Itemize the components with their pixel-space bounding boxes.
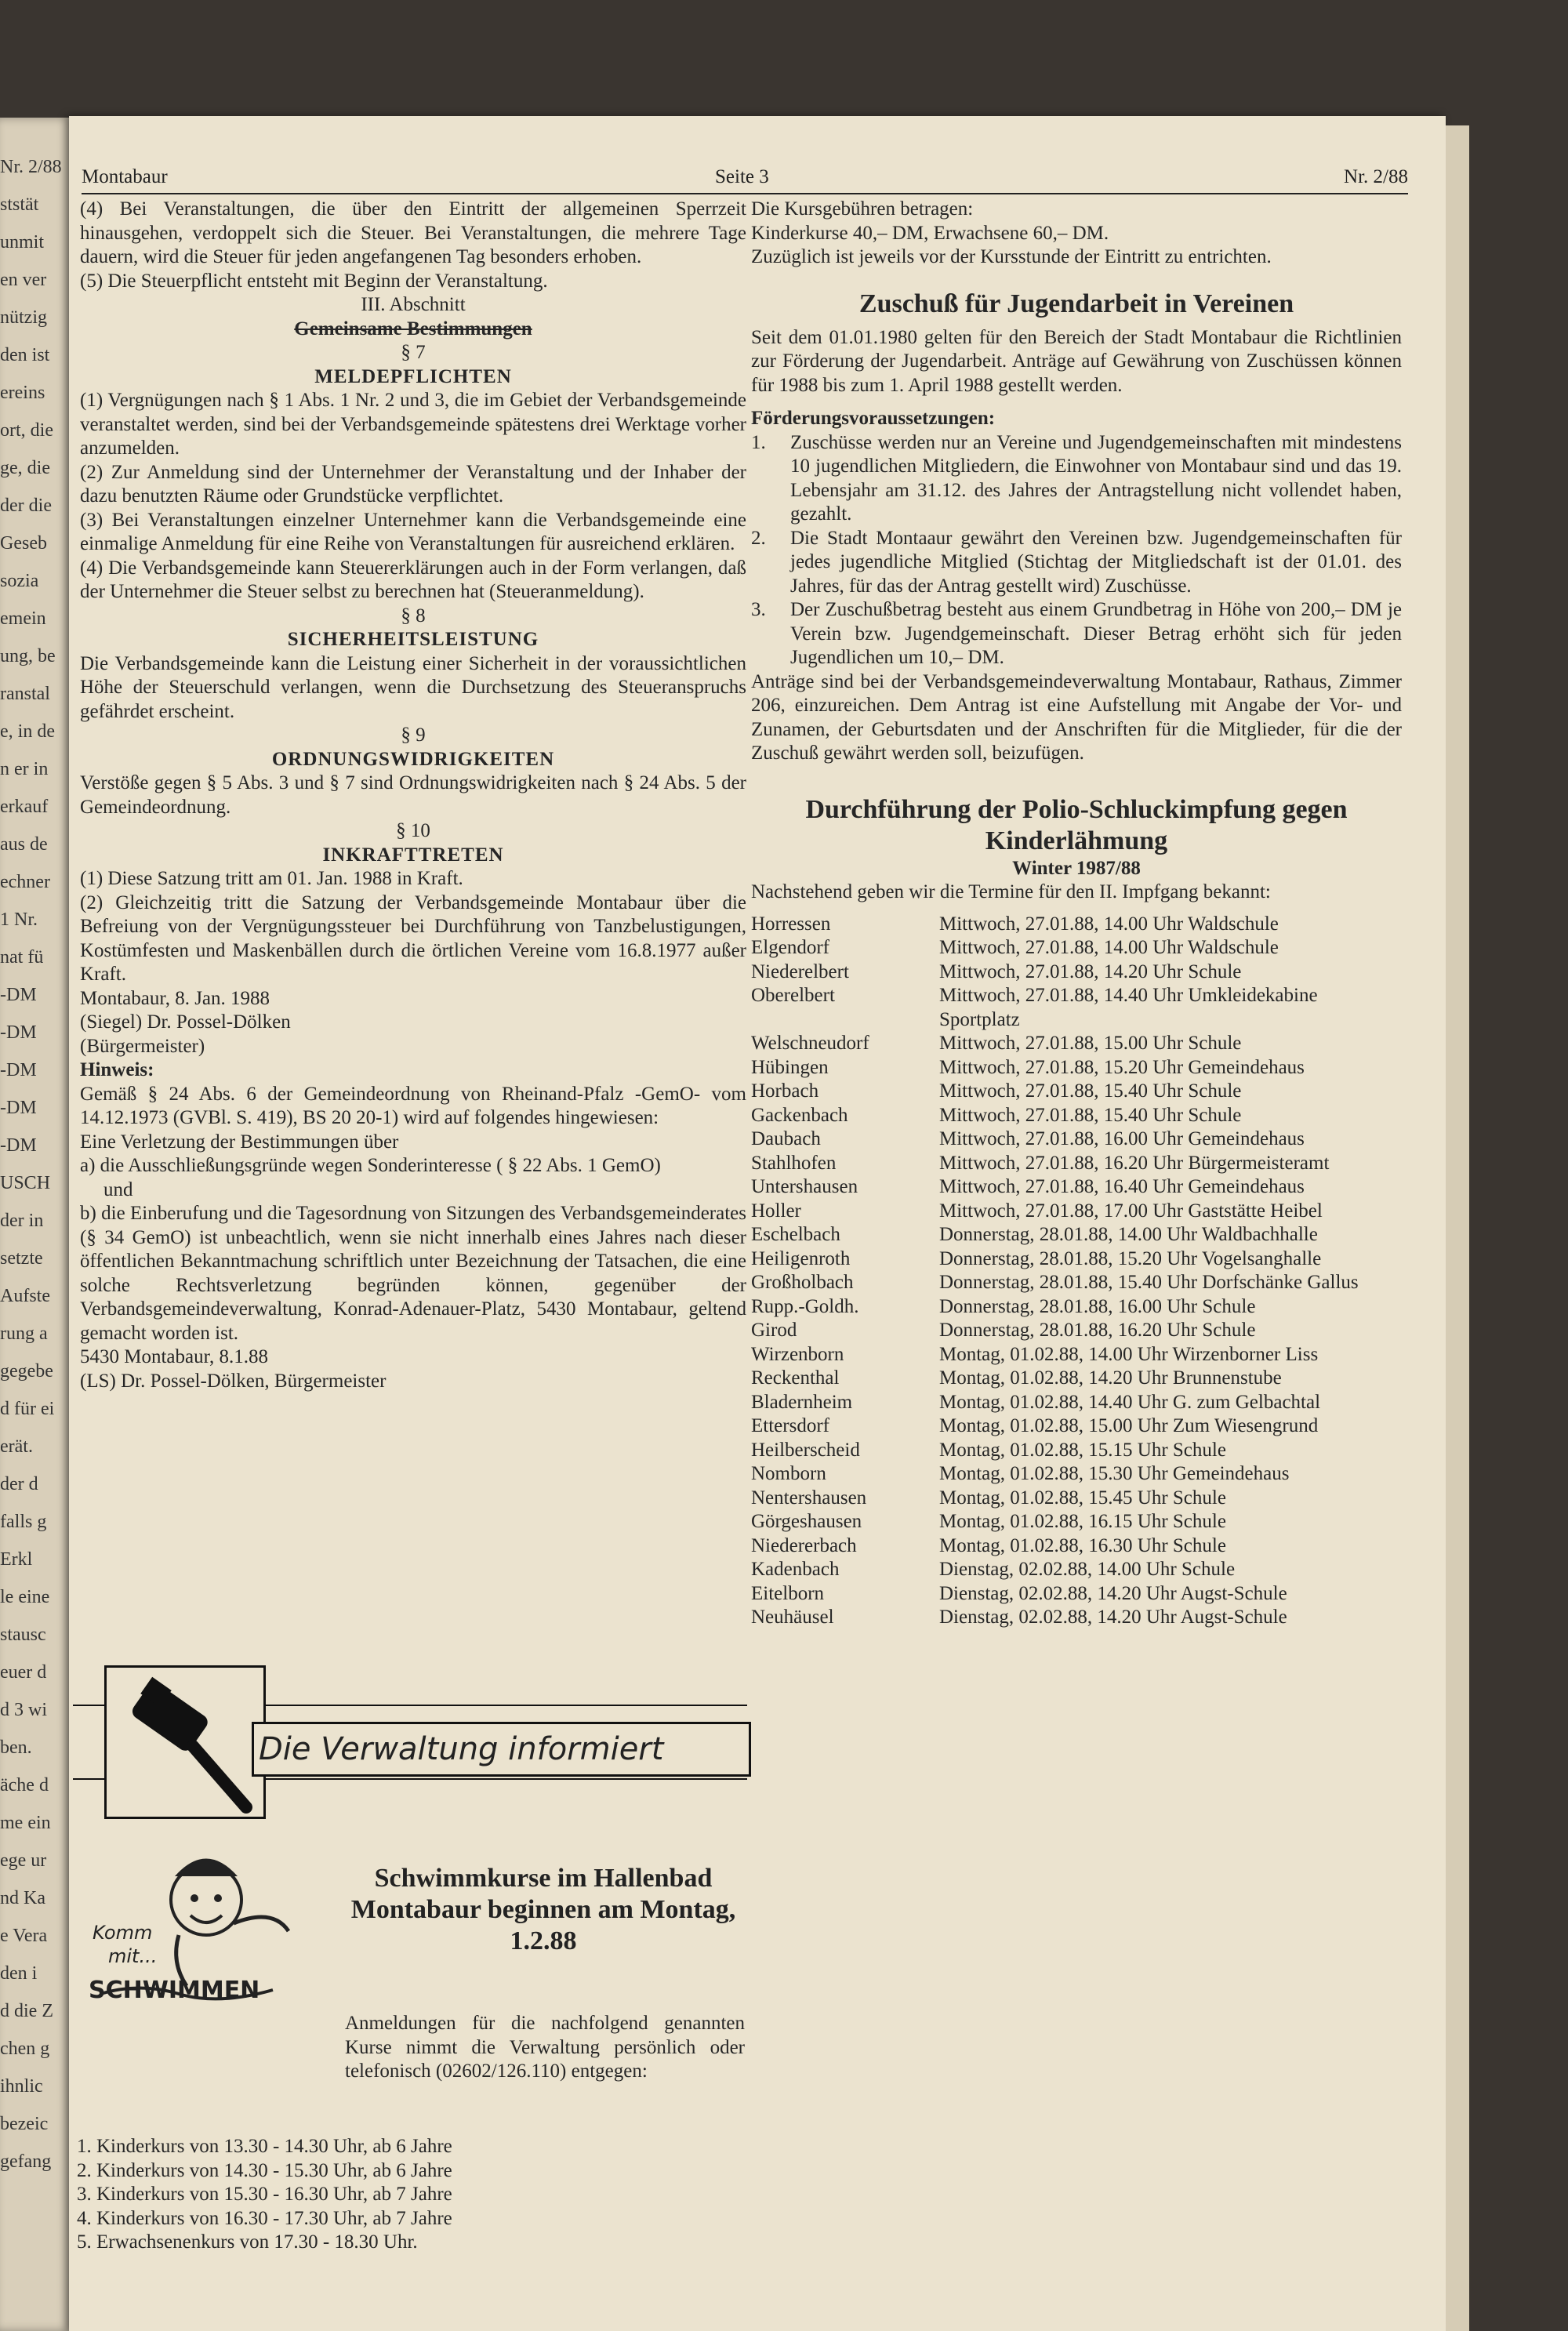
article-subtitle: Winter 1987/88 <box>1012 857 1141 879</box>
schedule-place: Eitelborn <box>751 1582 825 1604</box>
schedule-info: Mittwoch, 27.01.88, 14.00 Uhr Waldschule <box>939 913 1279 935</box>
previous-page-fragment: ihnlic <box>0 2076 43 2097</box>
paragraph: (4) Die Verbandsgemeinde kann Steuererklärungen auch in der Form verlangen, daß der Unternehmer die Steuer selbst zu berechnen hat (Steueranmeldung). <box>80 557 746 602</box>
paragraph-title: MELDEPFLICHTEN <box>314 365 512 387</box>
schedule-place: Wirzenborn <box>751 1343 844 1365</box>
previous-page-fragment: emein <box>0 608 46 629</box>
previous-page-fragment: le eine <box>0 1587 50 1607</box>
section-subheading: Gemeinsame Bestimmungen <box>294 318 532 339</box>
previous-page-fragment: nützig <box>0 307 47 328</box>
schedule-info: Mittwoch, 27.01.88, 16.20 Uhr Bürgermeisteramt <box>939 1152 1330 1174</box>
schedule-place: Bladernheim <box>751 1391 853 1413</box>
mascot-text: SCHWIMMEN <box>89 1977 260 2004</box>
previous-page-fragment: der in <box>0 1211 44 1231</box>
signature-line: (Siegel) Dr. Possel-Dölken <box>80 1011 291 1033</box>
list-item: 4. Kinderkurs von 16.30 - 17.30 Uhr, ab 7 Jahre <box>77 2207 452 2229</box>
previous-page-fragment: n er in <box>0 759 49 779</box>
previous-page-fragment: der die <box>0 496 52 516</box>
schedule-place: Heilberscheid <box>751 1439 860 1461</box>
schedule-info: Mittwoch, 27.01.88, 15.40 Uhr Schule <box>939 1080 1242 1102</box>
previous-page-fragment: ben. <box>0 1737 32 1758</box>
previous-page-fragment: en ver <box>0 270 47 290</box>
schedule-place: Welschneudorf <box>751 1033 869 1054</box>
schedule-place: Stahlhofen <box>751 1152 837 1174</box>
schedule-info: Donnerstag, 28.01.88, 16.20 Uhr Schule <box>939 1320 1256 1341</box>
schedule-info: Montag, 01.02.88, 15.45 Uhr Schule <box>939 1487 1226 1509</box>
list-item-number: 3. <box>751 599 766 620</box>
paragraph: Eine Verletzung der Bestimmungen über <box>80 1131 399 1153</box>
paragraph-number: § 8 <box>401 605 426 626</box>
signature-line: (Bürgermeister) <box>80 1035 205 1057</box>
schedule-place: Reckenthal <box>751 1367 840 1389</box>
table-row <box>751 1319 1402 1343</box>
list-item-text: Der Zuschußbetrag besteht aus einem Grundbetrag in Höhe von 200,– DM je Verein bzw. Jugendgemeinschaft. Dieser Betrag erhöht sich für jeden Jugendlichen um 10,– DM. <box>790 599 1402 668</box>
paragraph-title: SICHERHEITSLEISTUNG <box>287 629 539 650</box>
schedule-info: Mittwoch, 27.01.88, 16.00 Uhr Gemeindehaus <box>939 1128 1305 1149</box>
swim-course-text: Anmeldungen für die nachfolgend genannten Kurse nimmt die Verwaltung persönlich oder telefonisch (02602/126.110) entgegen: <box>345 2013 745 2082</box>
swim-course-list <box>77 2135 759 2255</box>
paragraph: b) die Einberufung und die Tagesordnung von Sitzungen des Verbandsgemeinderates (§ 34 GemO) ist unbeachtlich, wenn sie nicht innerhalb eines Jahres nach dieser öffentlichen Bekanntmachung schriftlich unter Bezeichnung der Tatsachen, die eine solche Rechtsverletzung begründen können, gegenüber der Verbandsgemeindeverwaltung, Konrad-Adenauer-Platz, 5430 Montabaur, geltend gemacht worden ist. <box>80 1203 746 1344</box>
banner-label: Die Verwaltung informiert <box>252 1722 751 1777</box>
swim-mascot-illustration <box>77 1837 304 2025</box>
table-row <box>751 1056 1402 1080</box>
previous-page-fragment: ort, die <box>0 420 53 441</box>
previous-page-fragment: me ein <box>0 1813 51 1833</box>
table-row <box>751 1247 1402 1272</box>
previous-page-fragment: d 3 wi <box>0 1700 47 1720</box>
paragraph: (5) Die Steuerpflicht entsteht mit Beginn der Veranstaltung. <box>80 270 548 292</box>
previous-page-fragment: ereins <box>0 383 45 403</box>
list-item <box>751 598 1402 670</box>
schedule-info: Mittwoch, 27.01.88, 15.20 Uhr Gemeindehaus <box>939 1056 1305 1078</box>
schedule-place: Niedererbach <box>751 1534 857 1556</box>
schedule-info: Mittwoch, 27.01.88, 16.40 Uhr Gemeindehaus <box>939 1176 1305 1197</box>
table-row <box>751 1271 1402 1295</box>
schedule-place: Gackenbach <box>751 1104 848 1126</box>
list-item-text: Die Stadt Montaaur gewährt den Vereinen bzw. Jugendgemeinschaften für jedes jugendliche Mitglied (Stichtag der Mitgliedschaft ist der 01.01. des Jahres, für das der Antrag gestellt wird) Zuschüsse. <box>790 527 1402 597</box>
table-row <box>751 1582 1402 1607</box>
previous-page-fragment: euer d <box>0 1662 47 1683</box>
previous-page-fragment: ge, die <box>0 458 50 478</box>
table-row <box>751 1391 1402 1415</box>
schedule-info: Donnerstag, 28.01.88, 16.00 Uhr Schule <box>939 1295 1256 1317</box>
schedule-place: Rupp.-Goldh. <box>751 1295 859 1317</box>
table-row <box>751 1152 1402 1176</box>
table-row <box>751 1534 1402 1559</box>
schedule-info: Mittwoch, 27.01.88, 14.40 Uhr Umkleidekabine Sportplatz <box>939 985 1318 1030</box>
schedule-info: Montag, 01.02.88, 14.20 Uhr Brunnenstube <box>939 1367 1282 1389</box>
previous-page-fragment: e, in de <box>0 721 55 742</box>
schedule-info: Montag, 01.02.88, 14.00 Uhr Wirzenborner Liss <box>939 1343 1319 1365</box>
paragraph-number: § 7 <box>401 342 426 363</box>
page-stack-edge <box>1446 125 1469 2331</box>
paragraph: und <box>103 1178 133 1200</box>
previous-page-fragment: nd Ka <box>0 1888 45 1908</box>
schedule-info: Donnerstag, 28.01.88, 14.00 Uhr Waldbachhalle <box>939 1224 1318 1245</box>
vaccination-schedule-table <box>751 913 1402 1630</box>
schedule-place: Nentershausen <box>751 1487 867 1509</box>
schedule-place: Girod <box>751 1320 797 1341</box>
swim-course-title: Schwimmkurse im Hallenbad Montabaur beginnen am Montag, 1.2.88 <box>350 1864 736 1955</box>
table-row <box>751 1510 1402 1534</box>
paragraph: a) die Ausschließungsgründe wegen Sonderinteresse ( § 22 Abs. 1 GemO) <box>80 1155 661 1176</box>
newspaper-page <box>69 116 1446 2331</box>
paragraph-title: ORDNUNGSWIDRIGKEITEN <box>271 748 555 770</box>
paragraph: Zuzüglich ist jeweils vor der Kursstunde der Eintritt zu entrichten. <box>751 246 1272 267</box>
header-page-number: Seite 3 <box>715 166 769 187</box>
schedule-info: Dienstag, 02.02.88, 14.20 Uhr Augst-Schule <box>939 1607 1287 1628</box>
table-row <box>751 1080 1402 1104</box>
schedule-info: Dienstag, 02.02.88, 14.20 Uhr Augst-Schule <box>939 1582 1287 1604</box>
schedule-place: Horressen <box>751 913 831 935</box>
schedule-place: Untershausen <box>751 1176 858 1197</box>
table-row <box>751 984 1402 1032</box>
table-row <box>751 1200 1402 1224</box>
mascot-text: mit... <box>108 1945 158 1967</box>
schedule-info: Montag, 01.02.88, 16.15 Uhr Schule <box>939 1511 1226 1532</box>
schedule-info: Montag, 01.02.88, 15.15 Uhr Schule <box>939 1439 1226 1461</box>
paragraph: (1) Vergnügungen nach § 1 Abs. 1 Nr. 2 und 3, die im Gebiet der Verbandsgemeinde veranstaltet werden, sind bei der Verbandsgemeinde spätestens drei Werktage vorher anzumelden. <box>80 390 746 459</box>
closing-line: 5430 Montabaur, 8.1.88 <box>80 1346 268 1367</box>
right-column <box>751 198 1402 1630</box>
list-item: 5. Erwachsenenkurs von 17.30 - 18.30 Uhr. <box>77 2231 418 2253</box>
schedule-place: Eschelbach <box>751 1224 840 1245</box>
paragraph: Verstöße gegen § 5 Abs. 3 und § 7 sind Ordnungswidrigkeiten nach § 24 Abs. 5 der Gemeindeordnung. <box>80 772 746 818</box>
notice-heading: Hinweis: <box>80 1059 154 1080</box>
section-heading: III. Abschnitt <box>361 294 466 315</box>
previous-page-fragment: -DM <box>0 1060 37 1080</box>
schedule-place: Heiligenroth <box>751 1247 851 1269</box>
schedule-info: Donnerstag, 28.01.88, 15.20 Uhr Vogelsanghalle <box>939 1247 1322 1269</box>
paragraph: (4) Bei Veranstaltungen, die über den Eintritt der allgemeinen Sperrzeit hinausgehen, verdoppelt sich die Steuer. Bei Veranstaltungen, die mehrere Tage dauern, wird die Steuer für jeden angefangenen Tag besonders erhoben. <box>80 198 746 267</box>
previous-page-fragment: -DM <box>0 1135 37 1156</box>
previous-page-fragment: ranstal <box>0 684 50 704</box>
table-row <box>751 1343 1402 1367</box>
schedule-place: Holler <box>751 1200 801 1222</box>
info-banner <box>73 1653 747 1825</box>
previous-page-fragment: den i <box>0 1963 38 1984</box>
table-row <box>751 1558 1402 1582</box>
table-row <box>751 1032 1402 1056</box>
previous-page-fragment: unmit <box>0 232 45 252</box>
paragraph: (1) Diese Satzung tritt am 01. Jan. 1988 in Kraft. <box>80 868 463 889</box>
paragraph: Die Verbandsgemeinde kann die Leistung einer Sicherheit in der voraussichtlichen Höhe der Steuerschuld verlangen, wenn die Durchsetzung des Steueranspruchs gefährdet erscheint. <box>80 652 746 722</box>
table-row <box>751 1487 1402 1511</box>
list-item-number: 1. <box>751 431 766 453</box>
list-item: 2. Kinderkurs von 14.30 - 15.30 Uhr, ab 6 Jahre <box>77 2159 452 2181</box>
previous-page-fragment: chen g <box>0 2039 50 2059</box>
previous-page-fragment: d für ei <box>0 1399 55 1419</box>
schedule-place: Neuhäusel <box>751 1607 834 1628</box>
paragraph: (2) Gleichzeitig tritt die Satzung der Verbandsgemeinde Montabaur über die Befreiung von der Vergnügungssteuer bei Durchführung von Tanzbelustigungen, Kostümfesten und Maskenbällen durch die örtlichen Vereine vom 16.8.1977 außer Kraft. <box>80 891 746 985</box>
requirements-list <box>751 431 1402 670</box>
previous-page-fragment: den ist <box>0 345 50 365</box>
list-item-text: Zuschüsse werden nur an Vereine und Jugendgemeinschaften mit mindestens 10 jugendlichen Mitgliedern, die Einwohner von Montabaur sind und das 19. Lebensjahr am 31.12. des Jahres der Antragstellung nicht vollendet haben, gezahlt. <box>790 431 1402 525</box>
list-item: 1. Kinderkurs von 13.30 - 14.30 Uhr, ab 6 Jahre <box>77 2136 452 2157</box>
previous-page-fragment: falls g <box>0 1512 47 1532</box>
table-row <box>751 1367 1402 1391</box>
paragraph-title: INKRAFTTRETEN <box>322 844 504 866</box>
schedule-info: Mittwoch, 27.01.88, 15.00 Uhr Schule <box>939 1033 1242 1054</box>
paragraph: Die Kursgebühren betragen: <box>751 198 974 220</box>
schedule-info: Montag, 01.02.88, 16.30 Uhr Schule <box>939 1534 1226 1556</box>
schedule-info: Mittwoch, 27.01.88, 14.00 Uhr Waldschule <box>939 937 1279 958</box>
schedule-info: Montag, 01.02.88, 15.00 Uhr Zum Wiesengrund <box>939 1415 1319 1436</box>
schedule-place: Großholbach <box>751 1272 854 1293</box>
schedule-place: Hübingen <box>751 1056 829 1078</box>
mascot-text: Komm <box>93 1922 153 1944</box>
previous-page-fragment: nat fü <box>0 947 44 968</box>
previous-page-fragment: gegebe <box>0 1361 53 1382</box>
previous-page-fragment: -DM <box>0 985 37 1005</box>
schedule-info: Dienstag, 02.02.88, 14.00 Uhr Schule <box>939 1559 1236 1580</box>
previous-page-fragment: erät. <box>0 1436 33 1457</box>
paragraph-number: § 10 <box>396 820 430 841</box>
paragraph: Seit dem 01.01.1980 gelten für den Bereich der Stadt Montabaur die Richtlinien zur Förderung der Jugendarbeit. Anträge auf Gewährung von Zuschüssen können für 1988 bis zum 1. April 1988 gestellt werden. <box>751 326 1402 396</box>
previous-page-fragment: setzte <box>0 1248 43 1269</box>
previous-page-fragment: -DM <box>0 1022 37 1043</box>
previous-page-fragment: gefang <box>0 2151 52 2172</box>
swimmer-mascot-icon <box>77 1837 304 2025</box>
schedule-place: Nomborn <box>751 1463 826 1484</box>
signature-line: Montabaur, 8. Jan. 1988 <box>80 987 270 1009</box>
previous-page-fragment: sozia <box>0 571 39 591</box>
previous-page-fragment: echner <box>0 872 50 892</box>
table-row <box>751 1414 1402 1439</box>
table-row <box>751 1295 1402 1320</box>
previous-page-fragment: rung a <box>0 1323 48 1344</box>
table-row <box>751 1223 1402 1247</box>
previous-page-fragment: erkauf <box>0 797 49 817</box>
previous-page-fragment: stausc <box>0 1625 46 1645</box>
table-row <box>751 1127 1402 1152</box>
previous-page-fragment: der d <box>0 1474 38 1494</box>
list-item: 3. Kinderkurs von 15.30 - 16.30 Uhr, ab 7 Jahre <box>77 2184 452 2205</box>
schedule-info: Montag, 01.02.88, 15.30 Uhr Gemeindehaus <box>939 1463 1290 1484</box>
previous-page-fragment: ststät <box>0 194 39 215</box>
schedule-info: Donnerstag, 28.01.88, 15.40 Uhr Dorfschänke Gallus <box>939 1272 1359 1293</box>
left-column <box>80 198 746 1393</box>
paragraph: Kinderkurse 40,– DM, Erwachsene 60,– DM. <box>751 222 1109 244</box>
previous-page-fragment: Nr. 2/88 <box>0 157 62 177</box>
previous-page-fragment: Geseb <box>0 533 47 554</box>
schedule-place: Ettersdorf <box>751 1415 829 1436</box>
previous-page-fragment: USCH <box>0 1173 51 1193</box>
schedule-place: Oberelbert <box>751 985 835 1006</box>
schedule-place: Daubach <box>751 1128 821 1149</box>
previous-page-fragment: e Vera <box>0 1926 48 1946</box>
article-title: Zuschuß für Jugendarbeit in Vereinen <box>858 289 1294 318</box>
closing-line: (LS) Dr. Possel-Dölken, Bürgermeister <box>80 1370 387 1392</box>
previous-page-fragment: 1 Nr. <box>0 910 38 930</box>
table-row <box>751 1104 1402 1128</box>
schedule-place: Niederelbert <box>751 960 849 982</box>
previous-page-fragment: Aufste <box>0 1286 50 1306</box>
table-row <box>751 1175 1402 1200</box>
page-header <box>82 165 1408 194</box>
article-title: Durchführung der Polio-Schluckimpfung gegen Kinderlähmung <box>805 794 1348 855</box>
table-row <box>751 913 1402 937</box>
previous-page-fragment: d die Z <box>0 2001 53 2021</box>
table-row <box>751 936 1402 960</box>
schedule-place: Kadenbach <box>751 1559 840 1580</box>
paragraph: Nachstehend geben wir die Termine für den II. Impfgang bekannt: <box>751 881 1271 902</box>
schedule-info: Mittwoch, 27.01.88, 15.40 Uhr Schule <box>939 1104 1242 1126</box>
list-item <box>751 527 1402 599</box>
paragraph-number: § 9 <box>401 724 426 746</box>
paragraph: (2) Zur Anmeldung sind der Unternehmer der Veranstaltung und der Inhaber der dazu benutzten Räume oder Grundstücke verpflichtet. <box>80 461 746 507</box>
previous-page-fragment: bezeic <box>0 2114 49 2134</box>
paragraph: Gemäß § 24 Abs. 6 der Gemeindeordnung von Rheinand-Pfalz -GemO- vom 14.12.1973 (GVBl. S. 419), BS 20 20-1) wird auf folgendes hingewiesen: <box>80 1083 746 1128</box>
list-item-number: 2. <box>751 527 766 549</box>
previous-page-fragment: ege ur <box>0 1850 47 1871</box>
paragraph: Anträge sind bei der Verbandsgemeindeverwaltung Montabaur, Rathaus, Zimmer 206, einzureichen. Dem Antrag ist eine Aufstellung mit Angabe der Vor- und Zunamen, der Geburtsdaten und der Anschriften für die Mitglieder, für die der Zuschuß gewährt werden soll, beizufügen. <box>751 670 1402 764</box>
subheading: Förderungsvoraussetzungen: <box>751 408 996 429</box>
schedule-place: Horbach <box>751 1080 819 1102</box>
schedule-info: Mittwoch, 27.01.88, 17.00 Uhr Gaststätte Heibel <box>939 1200 1323 1222</box>
table-row <box>751 1462 1402 1487</box>
schedule-place: Görgeshausen <box>751 1511 862 1532</box>
table-row <box>751 960 1402 985</box>
header-town: Montabaur <box>82 166 168 187</box>
table-row <box>751 1606 1402 1630</box>
previous-page-fragment: aus de <box>0 834 48 855</box>
schedule-place: Elgendorf <box>751 937 829 958</box>
previous-page-fragment: äche d <box>0 1775 49 1795</box>
previous-page-fragment: ung, be <box>0 646 56 666</box>
schedule-info: Mittwoch, 27.01.88, 14.20 Uhr Schule <box>939 960 1242 982</box>
header-issue: Nr. 2/88 <box>1344 166 1408 187</box>
previous-page-edge <box>0 118 74 2331</box>
previous-page-fragment: -DM <box>0 1098 37 1118</box>
schedule-info: Montag, 01.02.88, 14.40 Uhr G. zum Gelbachtal <box>939 1391 1321 1413</box>
paragraph: (3) Bei Veranstaltungen einzelner Unternehmer kann die Verbandsgemeinde eine einmalige Anmeldung für eine Reihe von Veranstaltungen für ausreichend erklären. <box>80 509 746 554</box>
brush-logo-icon <box>107 1668 263 1817</box>
table-row <box>751 1439 1402 1463</box>
list-item <box>751 431 1402 527</box>
previous-page-fragment: Erkl <box>0 1549 33 1570</box>
banner-logo-box <box>104 1665 266 1819</box>
